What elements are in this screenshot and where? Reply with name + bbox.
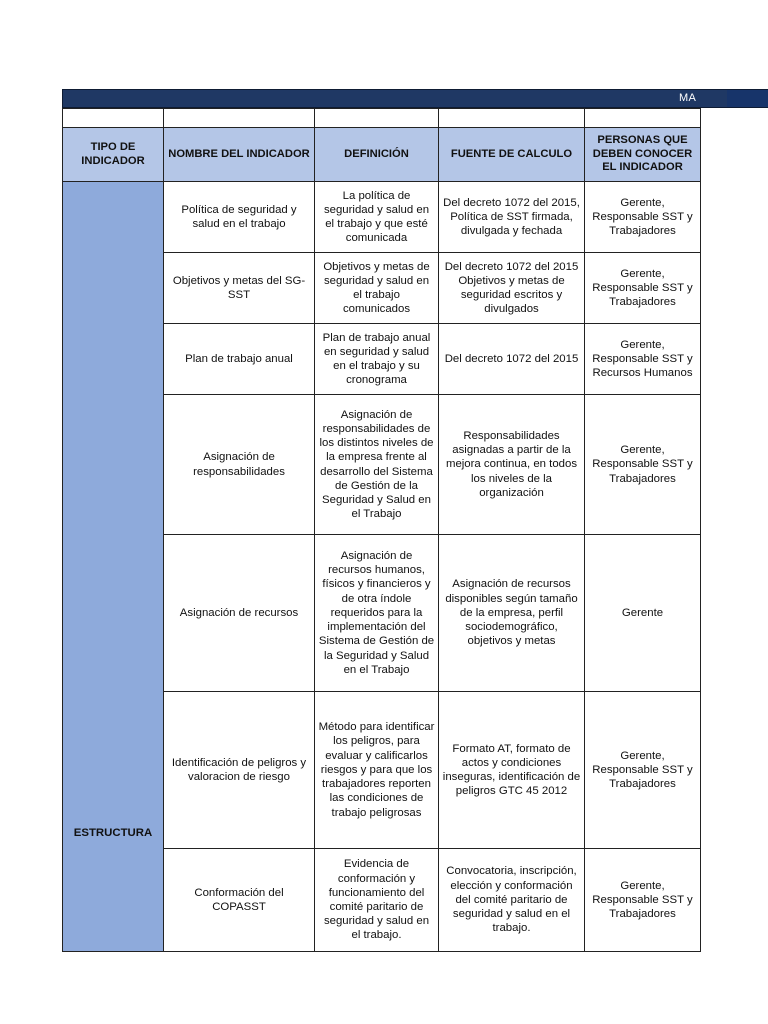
cell-definicion: Plan de trabajo anual en seguridad y salud en el trabajo y su cronograma bbox=[315, 324, 439, 395]
cell-definicion: Asignación de responsabilidades de los distintos niveles de la empresa frente al desarrollo del Sistema de Gestión de la Seguridad y Salud en el Trabajo bbox=[315, 395, 439, 535]
header-tipo: TIPO DE INDICADOR bbox=[63, 128, 164, 182]
title-bar bbox=[62, 89, 768, 108]
indicator-matrix-table bbox=[62, 108, 701, 952]
cell-personas: Gerente, Responsable SST y Trabajadores bbox=[585, 395, 701, 535]
cell-definicion: La política de seguridad y salud en el trabajo y que esté comunicada bbox=[315, 182, 439, 253]
title-bar-accent bbox=[727, 90, 768, 107]
cell-fuente: Del decreto 1072 del 2015 bbox=[439, 324, 585, 395]
cell-nombre: Plan de trabajo anual bbox=[164, 324, 315, 395]
cell-nombre: Asignación de responsabilidades bbox=[164, 395, 315, 535]
blank-cell bbox=[63, 109, 164, 128]
blank-cell bbox=[439, 109, 585, 128]
cell-personas: Gerente bbox=[585, 535, 701, 692]
cell-fuente: Asignación de recursos disponibles según tamaño de la empresa, perfil sociodemográfico, objetivos y metas bbox=[439, 535, 585, 692]
blank-cell bbox=[164, 109, 315, 128]
table-row bbox=[63, 182, 701, 253]
cell-personas: Gerente, Responsable SST y Recursos Humanos bbox=[585, 324, 701, 395]
cell-nombre: Objetivos y metas del SG-SST bbox=[164, 253, 315, 324]
header-nombre: NOMBRE DEL INDICADOR bbox=[164, 128, 315, 182]
blank-cell bbox=[315, 109, 439, 128]
cell-personas: Gerente, Responsable SST y Trabajadores bbox=[585, 182, 701, 253]
cell-personas: Gerente, Responsable SST y Trabajadores bbox=[585, 692, 701, 849]
cell-definicion: Método para identificar los peligros, para evaluar y calificarlos riesgos y para que los trabajadores reporten las condiciones de trabajo peligrosas bbox=[315, 692, 439, 849]
cell-definicion: Evidencia de conformación y funcionamiento del comité paritario de seguridad y salud en el trabajo. bbox=[315, 849, 439, 952]
cell-nombre: Política de seguridad y salud en el trabajo bbox=[164, 182, 315, 253]
cell-fuente: Formato AT, formato de actos y condiciones inseguras, identificación de peligros GTC 45 2012 bbox=[439, 692, 585, 849]
cell-fuente: Responsabilidades asignadas a partir de la mejora continua, en todos los niveles de la organización bbox=[439, 395, 585, 535]
tipo-estructura-cell: ESTRUCTURA bbox=[63, 182, 164, 952]
cell-fuente: Convocatoria, inscripción, elección y conformación del comité paritario de seguridad y salud en el trabajo. bbox=[439, 849, 585, 952]
blank-row bbox=[63, 109, 701, 128]
cell-nombre: Asignación de recursos bbox=[164, 535, 315, 692]
header-fuente: FUENTE DE CALCULO bbox=[439, 128, 585, 182]
header-personas: PERSONAS QUE DEBEN CONOCER EL INDICADOR bbox=[585, 128, 701, 182]
cell-nombre: Identificación de peligros y valoracion de riesgo bbox=[164, 692, 315, 849]
cell-nombre: Conformación del COPASST bbox=[164, 849, 315, 952]
cell-fuente: Del decreto 1072 del 2015, Política de SST firmada, divulgada y fechada bbox=[439, 182, 585, 253]
matrix-title: MA bbox=[679, 92, 697, 104]
header-row bbox=[63, 128, 701, 182]
cell-personas: Gerente, Responsable SST y Trabajadores bbox=[585, 849, 701, 952]
cell-definicion: Objetivos y metas de seguridad y salud en el trabajo comunicados bbox=[315, 253, 439, 324]
cell-personas: Gerente, Responsable SST y Trabajadores bbox=[585, 253, 701, 324]
cell-fuente: Del decreto 1072 del 2015 Objetivos y metas de seguridad escritos y divulgados bbox=[439, 253, 585, 324]
header-definicion: DEFINICIÓN bbox=[315, 128, 439, 182]
cell-definicion: Asignación de recursos humanos, físicos y financieros y de otra índole requeridos para la implementación del Sistema de Gestión de la Seguridad y Salud en el Trabajo bbox=[315, 535, 439, 692]
blank-cell bbox=[585, 109, 701, 128]
